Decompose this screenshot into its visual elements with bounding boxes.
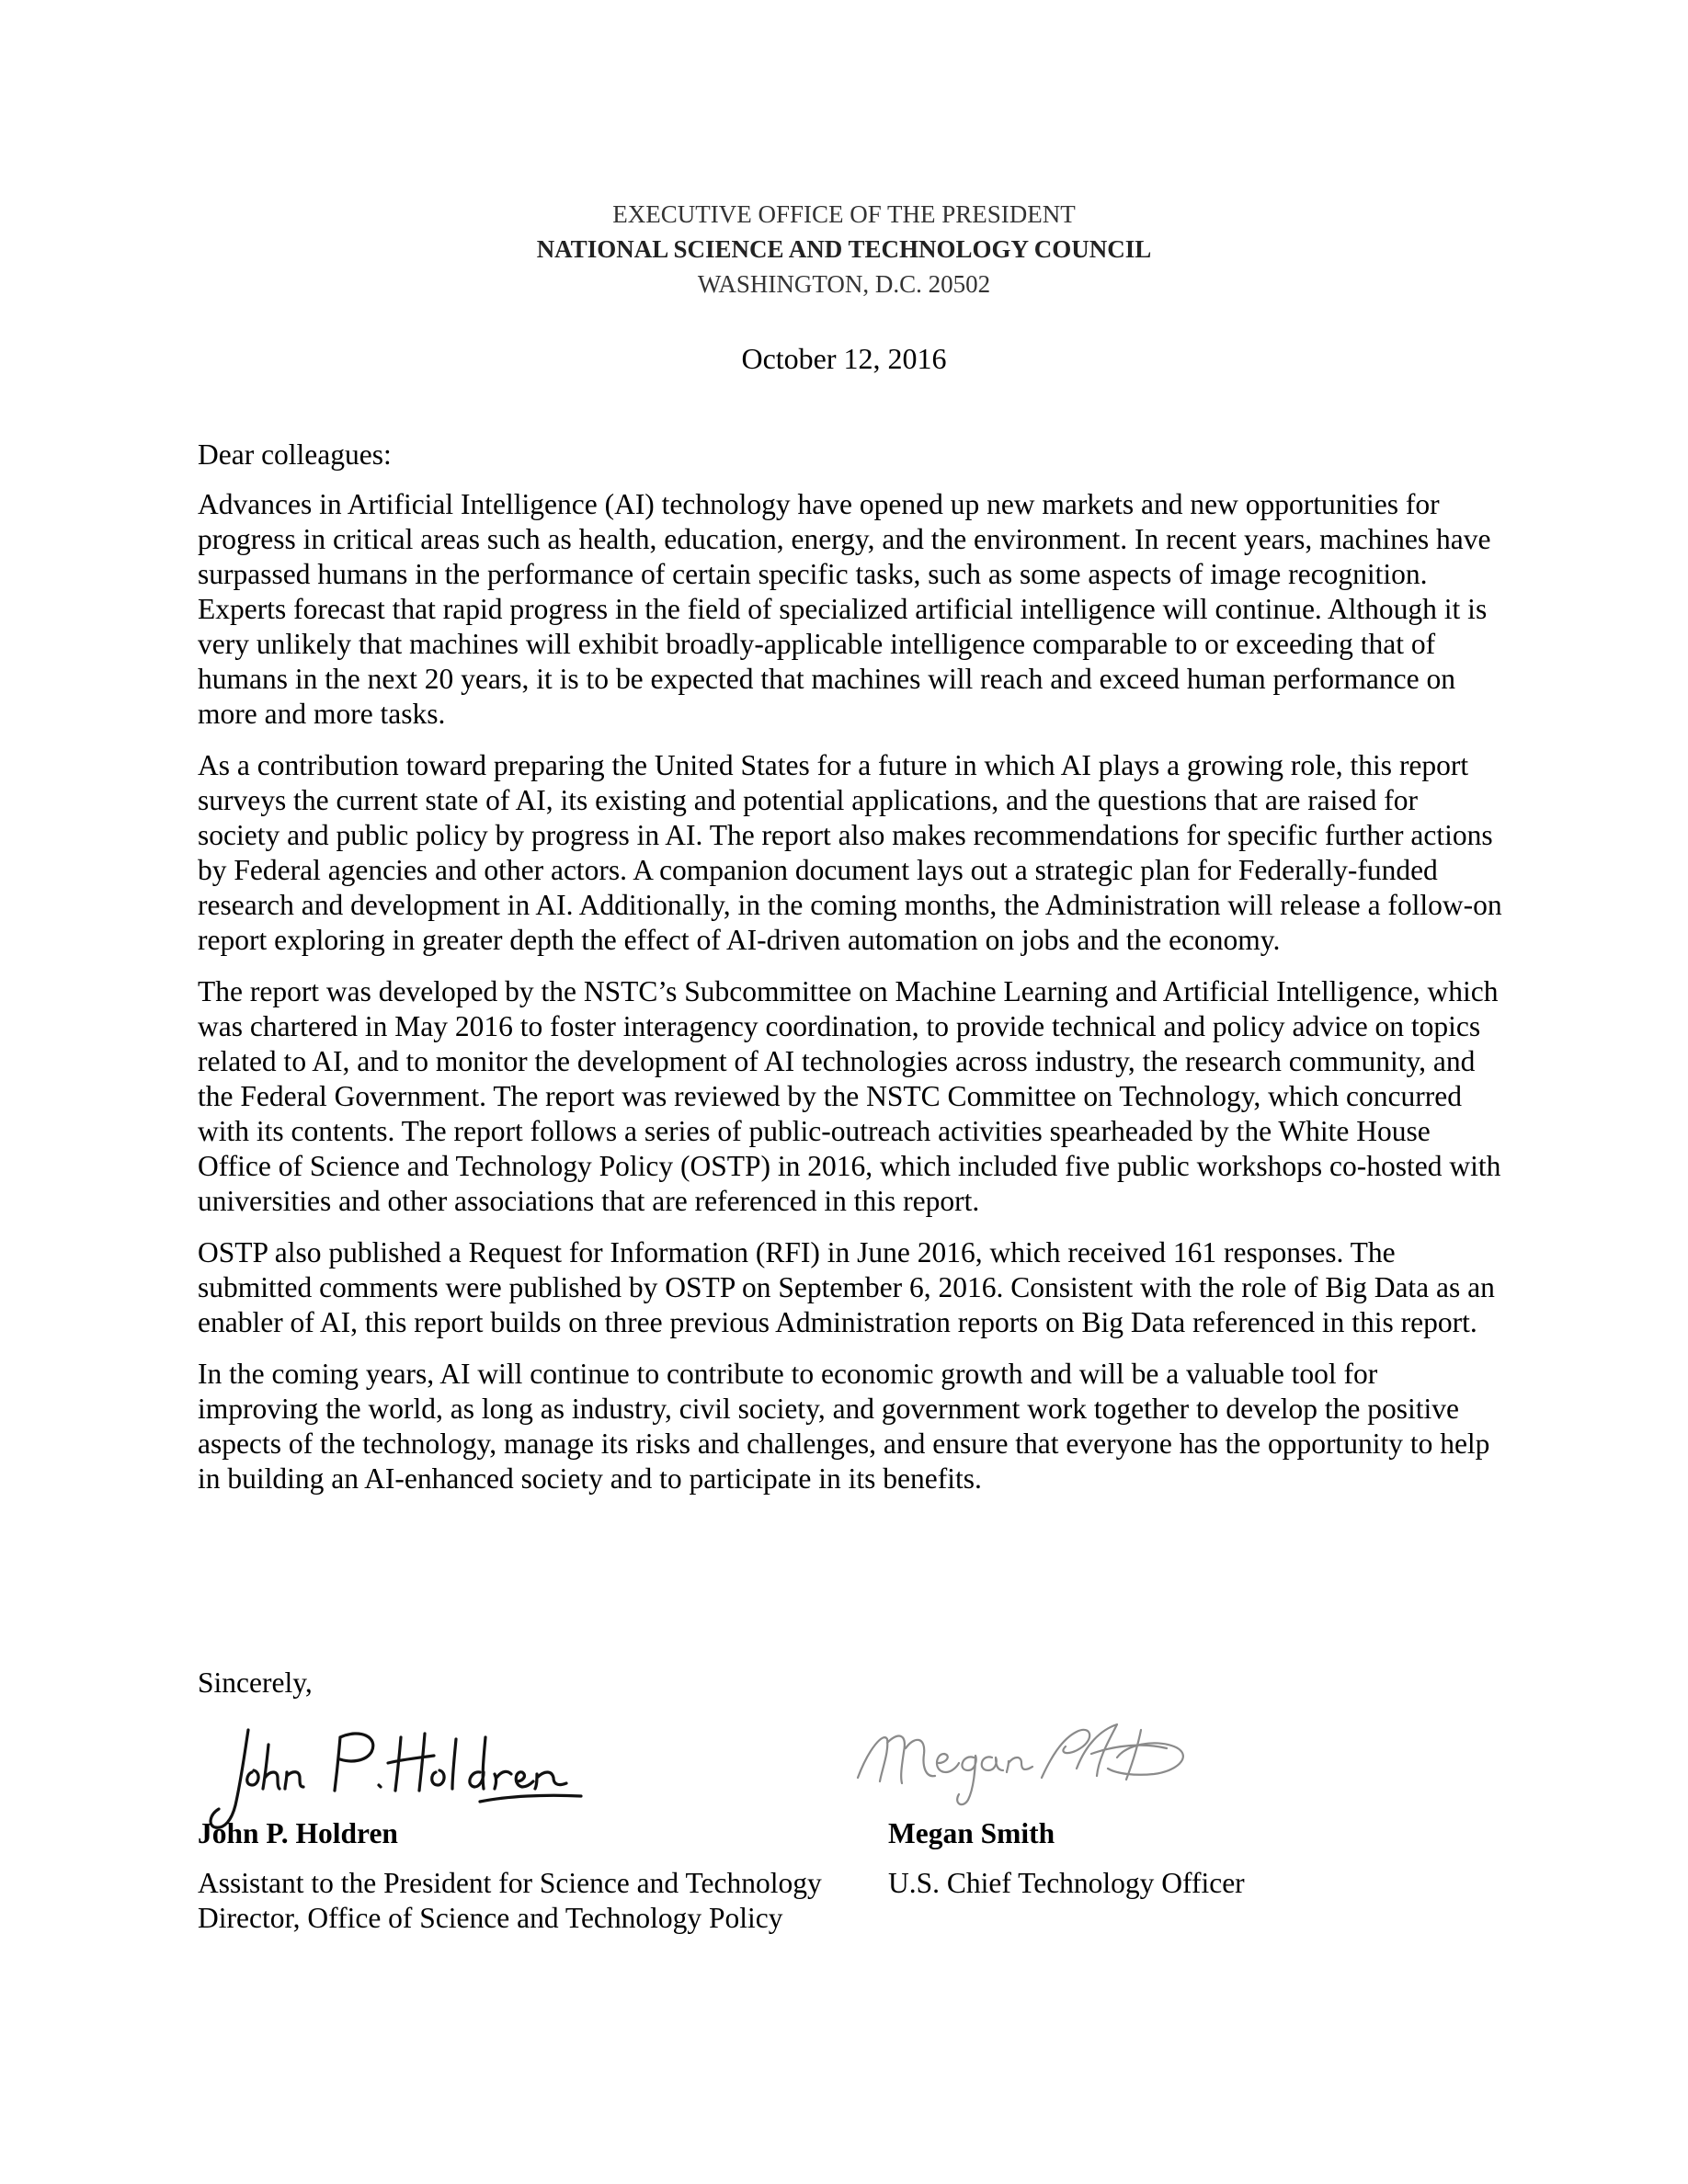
letterhead-council: NATIONAL SCIENCE AND TECHNOLOGY COUNCIL <box>536 235 1152 263</box>
signer-title: Assistant to the President for Science and Technology <box>198 1867 822 1899</box>
salutation: Dear colleagues: <box>198 438 392 471</box>
letter-date: October 12, 2016 <box>741 342 947 375</box>
smith-signature <box>850 1712 1209 1813</box>
letterhead <box>0 197 1688 301</box>
paragraph: OSTP also published a Request for Information (RFI) in June 2016, which received 161 responses. The submitted comments were published by OSTP on September 6, 2016. Consistent with the role of Big Data as an enabler of AI, this report builds on three previous Administration reports on Big Data referenced in this report. <box>198 1236 1495 1338</box>
paragraph: In the coming years, AI will continue to contribute to economic growth and will be a valuable tool for improving the world, as long as industry, civil society, and government work together to develop the positive aspects of the technology, manage its risks and challenges, and ensure that everyone has the opportunity to help in building an AI-enhanced society and to participate in its benefits. <box>198 1358 1490 1495</box>
signer-smith <box>888 1816 1245 1901</box>
signer-titles <box>888 1866 1245 1901</box>
paragraph: As a contribution toward preparing the United States for a future in which AI plays a growing role, this report surveys the current state of AI, its existing and potential applications, and the questions that are raised for society and public policy by progress in AI. The report also makes recommendations for specific further actions by Federal agencies and other actors. A companion document lays out a strategic plan for Federally-funded research and development in AI. Additionally, in the coming months, the Administration will release a follow-on report exploring in greater depth the effect of AI-driven automation on jobs and the economy. <box>198 749 1502 956</box>
signer-name: Megan Smith <box>888 1817 1055 1849</box>
paragraph: The report was developed by the NSTC’s Subcommittee on Machine Learning and Artificial Intelligence, which was chartered in May 2016 to foster interagency coordination, to provide technical and policy advice on topics related to AI, and to monitor the development of AI technologies across industry, the research community, and the Federal Government. The report was reviewed by the NSTC Committee on Technology, which concurred with its contents. The report follows a series of public-outreach activities spearheaded by the White House Office of Science and Technology Policy (OSTP) in 2016, which included five public workshops co-hosted with universities and other associations that are referenced in this report. <box>198 975 1501 1217</box>
signer-title: U.S. Chief Technology Officer <box>888 1867 1245 1899</box>
letterhead-office: EXECUTIVE OFFICE OF THE PRESIDENT <box>612 200 1076 228</box>
signer-title: Director, Office of Science and Technology Policy <box>198 1902 783 1934</box>
signer-titles <box>198 1866 822 1936</box>
signer-holdren <box>198 1816 822 1936</box>
paragraph: Advances in Artificial Intelligence (AI) technology have opened up new markets and new opportunities for progress in critical areas such as health, education, energy, and the environment. In recent years, machines have surpassed humans in the performance of certain specific tasks, such as some aspects of image recognition. Experts forecast that rapid progress in the field of specialized artificial intelligence will continue. Although it is very unlikely that machines will exhibit broadly-applicable intelligence comparable to or exceeding that of humans in the next 20 years, it is to be expected that machines will reach and exceed human performance on more and more tasks. <box>198 488 1491 730</box>
letter-body <box>198 438 1503 1513</box>
closing: Sincerely, <box>198 1666 313 1699</box>
signer-name: John P. Holdren <box>198 1817 398 1849</box>
letterhead-address: WASHINGTON, D.C. 20502 <box>697 270 991 298</box>
